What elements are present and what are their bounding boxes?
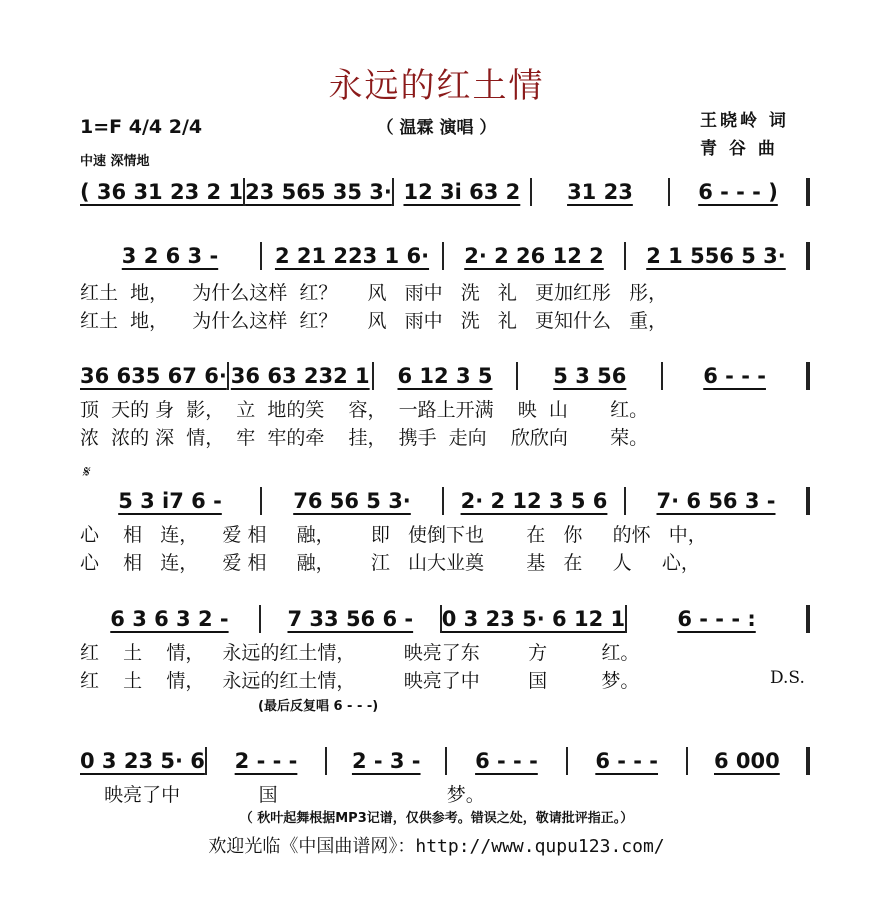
bar-line <box>806 362 810 390</box>
measure: 2 - 3 - <box>351 749 421 773</box>
lyric-line: 心 相 连， 爱 相 融， 即 使倒下也 在 你 的怀 中， <box>80 524 707 546</box>
lyric-line: 红 土 情， 永远的红土情， 映亮了中 国 梦。 <box>80 670 640 692</box>
notation-row <box>80 242 810 270</box>
measure: 6 000 <box>714 749 780 773</box>
notation-row <box>80 487 810 515</box>
lyric-line: 红土 地， 为什么这样 红？ 风 雨中 洗 礼 更知什么 重， <box>80 310 668 332</box>
measure: 23 565 35 3· <box>245 180 392 204</box>
measure: 0 3 23 5· 6 12 1 <box>441 607 626 631</box>
measure: ( 36 31 23 2 1 <box>80 180 244 204</box>
measure: 36 635 67 6· <box>80 364 227 388</box>
bar-line <box>806 487 810 515</box>
notation-row <box>80 362 810 390</box>
bar-line <box>806 242 810 270</box>
measure: 5 3 56 <box>553 364 627 388</box>
measure: 2 1 556 5 3· <box>646 244 786 268</box>
segno-icon: 𝄋 <box>82 462 89 481</box>
lyric-line: 映亮了中 国 梦。 <box>80 784 485 806</box>
measure: 36 63 232 1 <box>230 364 370 388</box>
measure: 6 - - - <box>475 749 538 773</box>
song-title: 永远的红土情 <box>328 66 545 106</box>
bar-line <box>806 747 810 775</box>
lyric-line: 红土 地， 为什么这样 红？ 风 雨中 洗 礼 更加红彤 彤， <box>80 282 668 304</box>
measure: 2 21 223 1 6· <box>274 244 430 268</box>
measure: 6 - - - <box>703 364 766 388</box>
lyric-line: 浓 浓的 深 情， 牢 牢的牵 挂， 携手 走向 欣欣向 荣。 <box>80 427 649 449</box>
lyric-line: 红 土 情， 永远的红土情， 映亮了东 方 红。 <box>80 642 640 664</box>
tempo-marking: 中速 深情地 <box>80 154 150 169</box>
site-footer: 欢迎光临《中国曲谱网》：http://www.qupu123.com/ <box>208 836 665 857</box>
singer: （ 温霖 演唱 ） <box>376 118 497 138</box>
lyric-line: 心 相 连， 爱 相 融， 江 山大业奠 基 在 人 心， <box>80 552 700 574</box>
measure: 7 33 56 6 - <box>287 607 414 631</box>
transcriber-note: （ 秋叶起舞根据MP3记谱，仅供参考。错误之处，敬请批评指正。） <box>239 811 634 826</box>
bar-line <box>806 178 810 206</box>
key-signature: 1=F 4/4 2/4 <box>80 116 203 138</box>
measure: 2· 2 26 12 2 <box>464 244 604 268</box>
bar-line <box>806 605 810 633</box>
measure: 6 12 3 5 <box>397 364 493 388</box>
notation-row <box>80 605 810 633</box>
lyric-line: 顶 天的 身 影， 立 地的笑 容， 一路上开满 映 山 红。 <box>80 399 649 421</box>
notation-row <box>80 747 810 775</box>
measure: 6 - - - <box>595 749 659 773</box>
notation-row <box>80 178 810 206</box>
measure: 2· 2 12 3 5 6 <box>460 489 608 513</box>
measure: 31 23 <box>567 180 633 204</box>
measure: 6 - - - : <box>677 607 756 631</box>
measure: 76 56 5 3· <box>293 489 411 513</box>
measure: 12 3i 63 2 <box>403 180 521 204</box>
measure: 6 - - - ) <box>698 180 778 204</box>
dal-segno: D.S. <box>770 668 805 688</box>
measure: 5 3 i7 6 - <box>118 489 222 513</box>
last-repeat-note: (最后反复唱 6 - - -) <box>258 699 379 714</box>
measure: 7· 6 56 3 - <box>656 489 776 513</box>
composer: 青 谷 曲 <box>700 139 778 159</box>
measure: 0 3 23 5· 6 <box>80 749 205 773</box>
lyricist: 王晓岭 词 <box>700 111 789 131</box>
measure: 2 - - - <box>234 749 298 773</box>
measure: 6 3 6 3 2 - <box>110 607 229 631</box>
measure: 3 2 6 3 - <box>121 244 219 268</box>
